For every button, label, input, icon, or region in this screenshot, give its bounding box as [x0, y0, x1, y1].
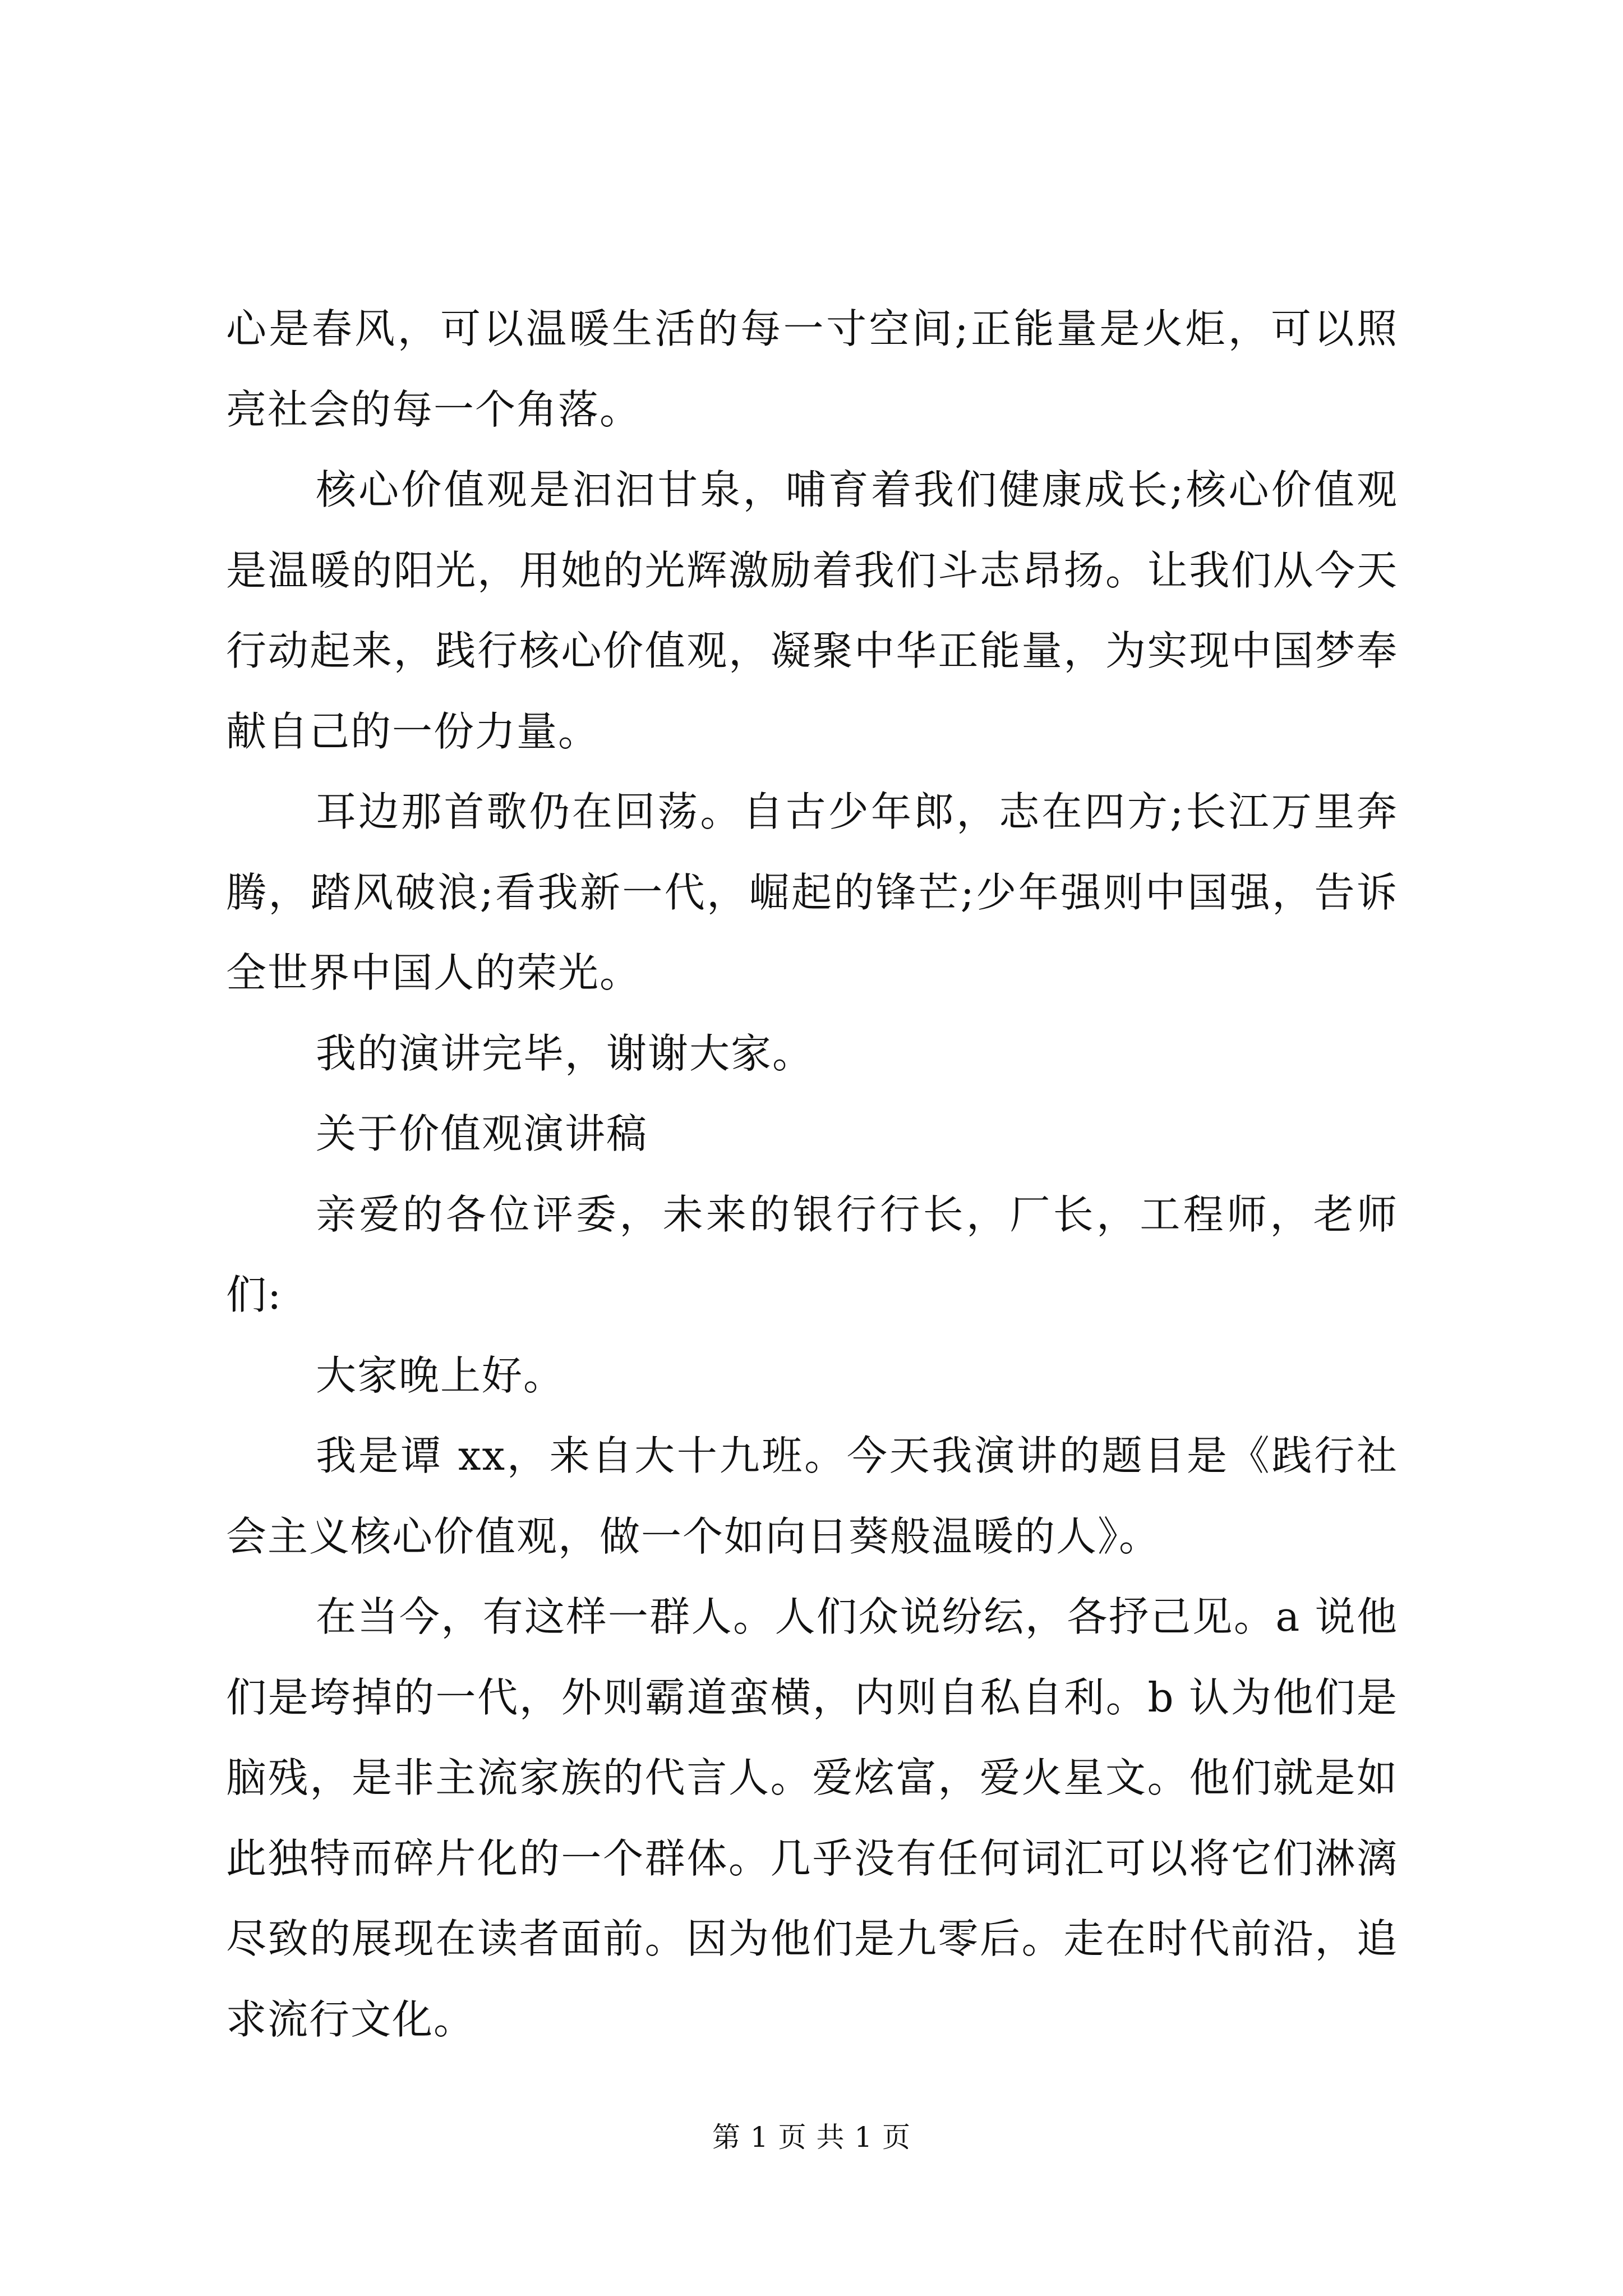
document-body [226, 289, 1398, 2060]
page-footer: 第 1 页 共 1 页 [712, 2121, 911, 2154]
section-heading: 关于价值观演讲稿 [316, 1110, 648, 1157]
paragraph: 在当今，有这样一群人。人们众说纷纭，各抒己见。a 说他们是垮掉的一代，外则霸道蛮横，内则自私自利。b 认为他们是脑残，是非主流家族的代言人。爱炫富，爱火星文。他们就是如此独特而碎片化的一个群体。几乎没有任何词汇可以将它们淋漓尽致的展现在读者面前。因为他们是九零后。走在时代前沿，追求流行文化。 [226, 1593, 1398, 2043]
salutation: 亲爱的各位评委，未来的银行行长，厂长，工程师，老师们: [226, 1190, 1398, 1318]
paragraph: 耳边那首歌仍在回荡。自古少年郎，志在四方;长江万里奔腾，踏风破浪;看我新一代，崛起的锋芒;少年强则中国强，告诉全世界中国人的荣光。 [226, 788, 1398, 996]
paragraph-continuation: 心是春风，可以温暖生活的每一寸空间;正能量是火炬，可以照亮社会的每一个角落。 [226, 305, 1398, 433]
paragraph: 我是谭 xx，来自大十九班。今天我演讲的题目是《践行社会主义核心价值观，做一个如向日葵般温暖的人》。 [226, 1432, 1398, 1560]
paragraph: 核心价值观是汩汩甘泉，哺育着我们健康成长;核心价值观是温暖的阳光，用她的光辉激励着我们斗志昂扬。让我们从今天行动起来，践行核心价值观，凝聚中华正能量，为实现中国梦奉献自己的一份力量。 [226, 466, 1398, 755]
greeting: 大家晚上好。 [316, 1351, 565, 1399]
paragraph: 我的演讲完毕，谢谢大家。 [316, 1029, 814, 1077]
